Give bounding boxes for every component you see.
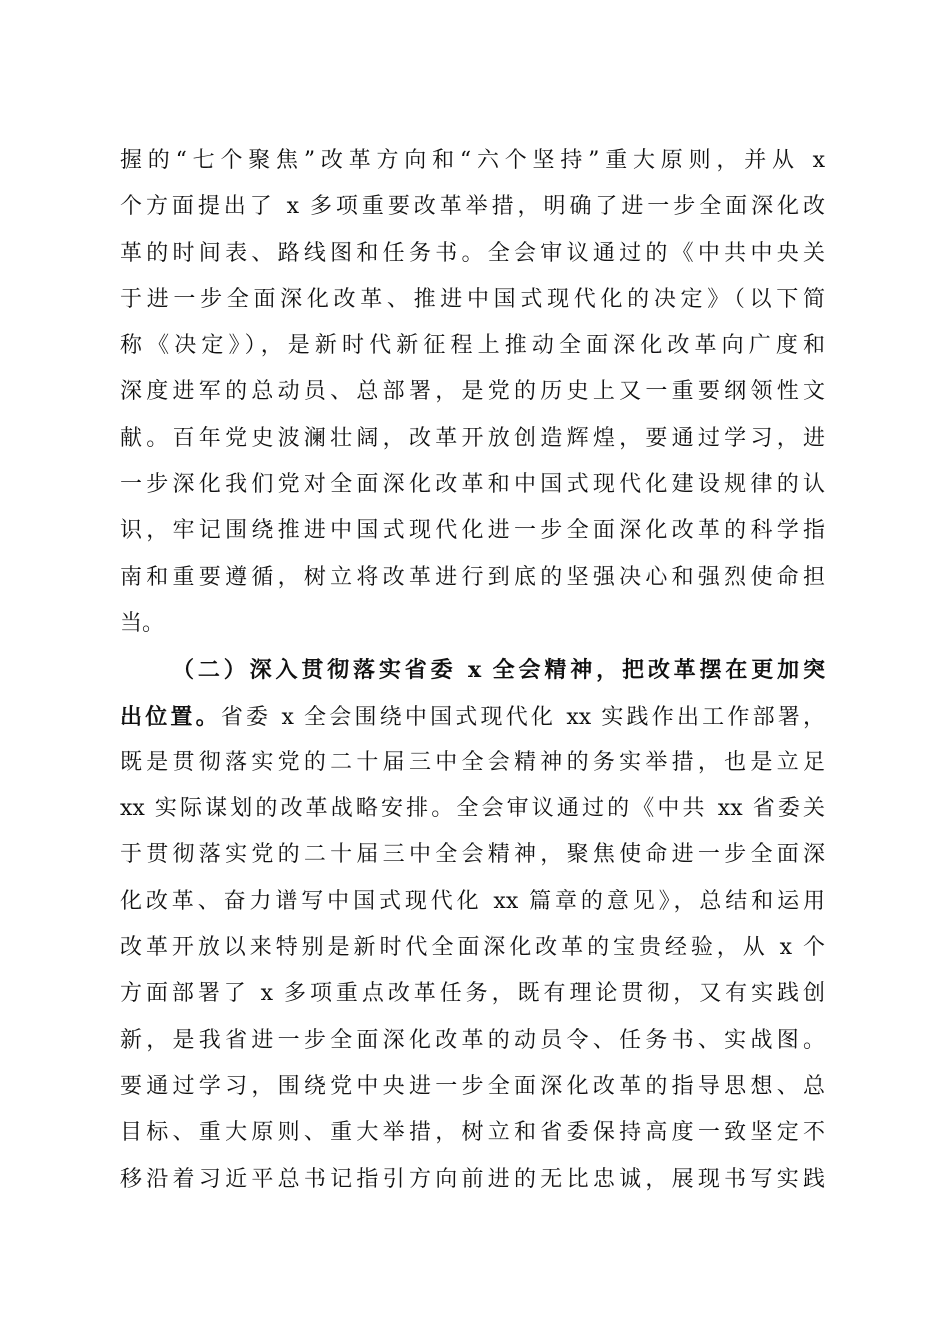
text-line: 握的“七个聚焦”改革方向和“六个坚持”重大原则，并从 x [120, 148, 825, 173]
text-line: 一步深化我们党对全面深化改革和中国式现代化建设规律的认 [120, 472, 825, 498]
section-heading-end: 出位置。 [120, 703, 221, 730]
text-line: 当。 [120, 610, 165, 636]
text-line: 于进一步全面深化改革、推进中国式现代化的决定》（以下简 [120, 286, 825, 312]
text-line [120, 694, 825, 740]
text-line: 新，是我省进一步全面深化改革的动员令、任务书、实战图。 [120, 1027, 825, 1053]
text-line: 既是贯彻落实党的二十届三中全会精神的务实举措，也是立足 [120, 749, 825, 775]
text-line: 化改革、奋力谱写中国式现代化 xx 篇章的意见》，总结和运用 [120, 888, 825, 914]
section-heading: （二）深入贯彻落实省委 x 全会精神，把改革摆在更加突 [172, 657, 825, 684]
text-line: 方面部署了 x 多项重点改革任务，既有理论贯彻，又有实践创 [120, 981, 825, 1007]
text-line: xx 实际谋划的改革战略安排。全会审议通过的《中共 xx 省委关 [120, 796, 825, 822]
paragraph-2 [120, 647, 825, 1203]
text-line: 个方面提出了 x 多项重要改革举措，明确了进一步全面深化改 [120, 194, 825, 220]
text-line: 南和重要遵循，树立将改革进行到底的坚强决心和强烈使命担 [120, 564, 825, 590]
text-line: 深度进军的总动员、总部署，是党的历史上又一重要纲领性文 [120, 379, 825, 405]
text-line: 改革开放以来特别是新时代全面深化改革的宝贵经验，从 x 个 [120, 935, 825, 961]
text-line: 称《决定》），是新时代新征程上推动全面深化改革向广度和 [120, 333, 825, 359]
text-line: 于贯彻落实党的二十届三中全会精神，聚焦使命进一步全面深 [120, 842, 825, 868]
text-line: 献。百年党史波澜壮阔，改革开放创造辉煌，要通过学习，进 [120, 425, 825, 451]
text-line: 移沿着习近平总书记指引方向前进的无比忠诚，展现书写实践 [120, 1166, 825, 1192]
document-body [120, 138, 825, 1203]
paragraph-1 [120, 138, 825, 647]
text-fragment: 省委 x 全会围绕中国式现代化 xx 实践作出工作部署， [220, 704, 825, 730]
text-line: 识，牢记围绕推进中国式现代化进一步全面深化改革的科学指 [120, 518, 825, 544]
text-line: 目标、重大原则、重大举措，树立和省委保持高度一致坚定不 [120, 1120, 825, 1146]
text-line: 要通过学习，围绕党中央进一步全面深化改革的指导思想、总 [120, 1073, 825, 1099]
text-line: 革的时间表、路线图和任务书。全会审议通过的《中共中央关 [120, 240, 825, 266]
